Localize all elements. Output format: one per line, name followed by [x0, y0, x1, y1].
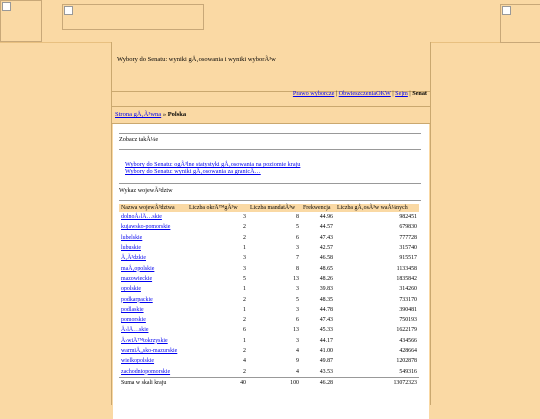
- cell-valid-votes: 777728: [399, 234, 417, 241]
- cell-voivodeship-name: [119, 212, 187, 222]
- cell-districts-count: 2: [243, 348, 246, 354]
- cell-voivodeship-name: [119, 222, 187, 232]
- voivodeship-link[interactable]: Å›wiÄ™tokrzyskie: [121, 337, 168, 344]
- banner-left-image: [0, 0, 42, 42]
- cell-valid-votes: 1622179: [396, 327, 417, 334]
- cell-voivodeship-name: [119, 243, 187, 253]
- cell-mandates-count: 5: [296, 224, 299, 231]
- voivodeship-link[interactable]: kujawsko-pomorskie: [121, 224, 171, 231]
- cell-turnout-value: 48.65: [319, 265, 333, 272]
- cell-voivodeship-name: [119, 274, 187, 284]
- cell-valid-votes: 915517: [399, 255, 417, 262]
- breadcrumb-current: Polska: [167, 111, 187, 118]
- cell-valid-votes: 549316: [399, 368, 417, 375]
- content-area: [113, 124, 429, 419]
- link-abroad-results[interactable]: Wybory do Senatu: wyniki gÅ‚osowania za granicÄ…: [125, 168, 261, 175]
- cell-districts-count: 5: [243, 275, 246, 282]
- top-banner: [0, 0, 540, 43]
- page-header: [112, 42, 430, 97]
- link-general-stats[interactable]: Wybory do Senatu: ogÃ³lne statystyki gÅ‚osowania na poziomie kraju: [125, 161, 301, 168]
- cell-turnout-value: 43.53: [319, 368, 333, 375]
- cell-voivodeship-name: [119, 366, 187, 377]
- cell-districts-count: 1: [243, 306, 246, 313]
- voivodeship-link[interactable]: opolskie: [121, 286, 141, 293]
- nav-current-senat: Senat: [412, 90, 427, 97]
- cell-voivodeship-name: Suma w skali kraju: [121, 379, 167, 386]
- cell-districts-count: 6: [243, 327, 246, 334]
- cell-valid-votes: 1133458: [396, 265, 417, 272]
- cell-turnout-value: 44.17: [319, 337, 333, 344]
- cell-voivodeship-name: [119, 253, 187, 263]
- nav-link-prawo[interactable]: Prawo wyborcze: [292, 90, 335, 97]
- cell-valid-votes: 315740: [399, 245, 417, 252]
- table-row: [119, 263, 419, 273]
- voivodeship-link[interactable]: lubelskie: [121, 234, 143, 241]
- cell-mandates-count: 7: [296, 255, 299, 262]
- divider: [119, 183, 421, 184]
- cell-mandates-count: 6: [296, 317, 299, 324]
- voivodeship-link[interactable]: maÅ‚opolskie: [121, 265, 155, 272]
- cell-voivodeship-name: [119, 305, 187, 315]
- table-header-row: [119, 204, 419, 212]
- cell-voivodeship-name: [119, 284, 187, 294]
- cell-turnout-value: 45.33: [319, 327, 333, 334]
- cell-mandates-count: 9: [296, 358, 299, 365]
- cell-mandates-count: 8: [296, 214, 299, 221]
- table-body: [119, 212, 419, 388]
- divider: [119, 200, 421, 201]
- voivodeships-heading: Wykaz wojewÃ³dztw: [119, 187, 173, 194]
- table-row: [119, 284, 419, 294]
- voivodeship-link[interactable]: wielkopolskie: [121, 358, 155, 365]
- cell-voivodeship-name: [119, 346, 187, 356]
- col-turnout-header: Frekwencja: [301, 204, 335, 212]
- breadcrumb-separator: »: [162, 111, 167, 118]
- cell-districts-count: 2: [243, 296, 246, 303]
- cell-districts-count: 2: [243, 234, 246, 241]
- cell-valid-votes: 434566: [399, 337, 417, 344]
- col-districts-header: Liczba okrÄ™gÃ³w: [187, 204, 248, 212]
- breadcrumb: [112, 106, 430, 124]
- cell-mandates-count: 3: [296, 245, 299, 252]
- voivodeship-link[interactable]: podlaskie: [121, 306, 144, 313]
- header-nav: Prawo wyborcze | ObwieszczeniaOKW | Sejm | Senat: [292, 90, 427, 97]
- cell-mandates-count: 13: [293, 275, 299, 282]
- divider: [119, 133, 421, 134]
- table-row: [119, 274, 419, 284]
- cell-valid-votes: 428664: [399, 348, 417, 354]
- nav-link-sejm[interactable]: Sejm: [395, 90, 408, 97]
- cell-districts-count: 4: [243, 358, 246, 365]
- voivodeships-table-wrap: [119, 204, 419, 388]
- page-title: Wybory do Senatu: wyniki gÅ‚osowania i wyniki wyborÃ³w: [117, 56, 276, 63]
- table-row: [119, 294, 419, 304]
- voivodeship-link[interactable]: Å›lÄ…skie: [121, 327, 149, 334]
- cell-turnout-value: 44.78: [319, 306, 333, 313]
- cell-turnout-value: 47.43: [319, 234, 333, 241]
- table-row: [119, 305, 419, 315]
- voivodeship-link[interactable]: lubuskie: [121, 245, 141, 252]
- cell-voivodeship-name: [119, 233, 187, 243]
- cell-turnout-value: 44.96: [319, 214, 333, 221]
- table-row: [119, 253, 419, 263]
- cell-mandates-count: 4: [296, 348, 299, 354]
- cell-districts-count: 2: [243, 317, 246, 324]
- col-name-header: Nazwa wojewÃ³dztwa: [119, 204, 187, 212]
- cell-mandates-count: 3: [296, 306, 299, 313]
- table-row: [119, 212, 419, 222]
- broken-image-icon: [502, 6, 511, 15]
- table-row: [119, 325, 419, 335]
- cell-valid-votes: 1202878: [396, 358, 417, 365]
- table-row: [119, 346, 419, 356]
- cell-valid-votes: 1835842: [396, 275, 417, 282]
- cell-mandates-count: 4: [296, 368, 299, 375]
- see-also-links: [125, 161, 427, 175]
- col-votes-header: Liczba gÅ‚osÃ³w waÅ¼nych: [335, 204, 419, 212]
- cell-districts-count: 2: [243, 368, 246, 375]
- divider: [119, 149, 421, 150]
- table-row: [119, 356, 419, 366]
- cell-voivodeship-name: [119, 263, 187, 273]
- col-mandates-header: Liczba mandatÃ³w: [248, 204, 301, 212]
- voivodeship-link[interactable]: zachodniopomorskie: [121, 368, 171, 375]
- cell-turnout-value: 49.87: [319, 358, 333, 365]
- broken-image-icon: [2, 2, 11, 11]
- voivodeship-link[interactable]: warmiÅ„sko-mazurskie: [121, 348, 178, 354]
- cell-districts-count: 2: [243, 224, 246, 231]
- voivodeship-link[interactable]: podkarpackie: [121, 296, 153, 303]
- cell-districts-count: 3: [243, 255, 246, 262]
- cell-valid-votes: 750193: [399, 317, 417, 324]
- cell-districts-count: 1: [243, 337, 246, 344]
- cell-turnout-value: 42.57: [319, 245, 333, 252]
- cell-voivodeship-name: [119, 325, 187, 335]
- voivodeships-table: [119, 204, 419, 388]
- nav-link-obwieszczenia[interactable]: ObwieszczeniaOKW: [338, 90, 391, 97]
- cell-valid-votes: 13072323: [393, 379, 417, 386]
- cell-mandates-count: 13: [293, 327, 299, 334]
- cell-turnout-value: 41.00: [319, 348, 333, 354]
- cell-districts-count: 3: [243, 265, 246, 272]
- table-row: [119, 233, 419, 243]
- cell-turnout-value: 39.83: [319, 286, 333, 293]
- table-row: [119, 243, 419, 253]
- cell-turnout-value: 46.58: [319, 255, 333, 262]
- cell-districts-count: 1: [243, 286, 246, 293]
- cell-valid-votes: 390481: [399, 306, 417, 313]
- cell-mandates-count: 3: [296, 286, 299, 293]
- cell-turnout-value: 48.35: [319, 296, 333, 303]
- breadcrumb-home[interactable]: Strona gÅ‚Ã³wna: [115, 111, 162, 118]
- banner-center-image: [62, 4, 204, 30]
- cell-mandates-count: 8: [296, 265, 299, 272]
- cell-valid-votes: 314260: [399, 286, 417, 293]
- cell-districts-count: 40: [240, 379, 246, 386]
- cell-valid-votes: 982451: [399, 214, 417, 221]
- cell-mandates-count: 3: [296, 337, 299, 344]
- banner-right-image: [500, 4, 540, 43]
- voivodeship-link[interactable]: dolnoÅ›lÄ…skie: [121, 214, 162, 221]
- table-total-row: [119, 377, 419, 388]
- cell-turnout-value: 47.43: [319, 317, 333, 324]
- voivodeship-link[interactable]: mazowieckie: [121, 275, 153, 282]
- broken-image-icon: [64, 6, 73, 15]
- table-row: [119, 315, 419, 325]
- cell-districts-count: 1: [243, 245, 246, 252]
- cell-districts-count: 3: [243, 214, 246, 221]
- voivodeship-link[interactable]: pomorskie: [121, 317, 146, 324]
- cell-mandates-count: 100: [290, 379, 299, 386]
- cell-mandates-count: 6: [296, 234, 299, 241]
- cell-voivodeship-name: [119, 315, 187, 325]
- table-row: [119, 336, 419, 346]
- cell-turnout-value: 44.57: [319, 224, 333, 231]
- cell-valid-votes: 679830: [399, 224, 417, 231]
- voivodeship-link[interactable]: Å‚Ã³dzkie: [121, 255, 146, 262]
- table-row: [119, 222, 419, 232]
- table-row: [119, 366, 419, 377]
- cell-turnout-value: 46.28: [319, 379, 333, 386]
- cell-voivodeship-name: [119, 336, 187, 346]
- see-also-heading: Zobacz takÅ¼e: [119, 136, 159, 143]
- cell-turnout-value: 48.26: [319, 275, 333, 282]
- cell-mandates-count: 5: [296, 296, 299, 303]
- cell-voivodeship-name: [119, 294, 187, 304]
- main-panel: [111, 42, 431, 405]
- cell-voivodeship-name: [119, 356, 187, 366]
- cell-valid-votes: 733170: [399, 296, 417, 303]
